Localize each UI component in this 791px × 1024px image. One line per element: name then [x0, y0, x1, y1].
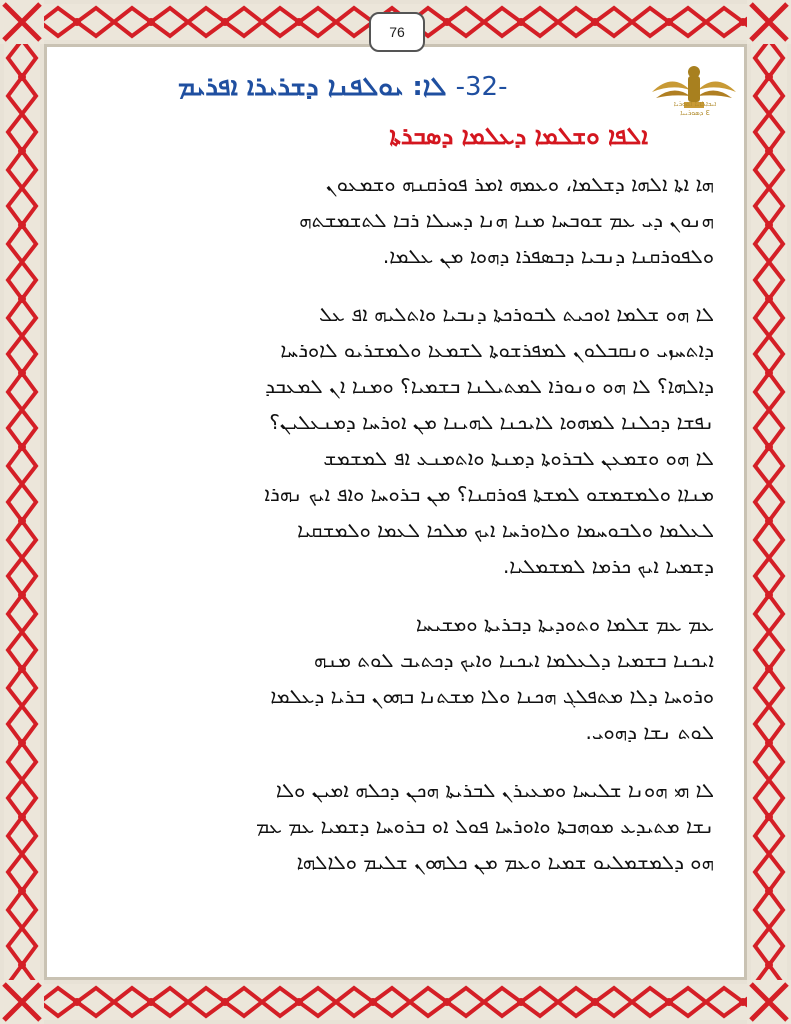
text-line: ܕܐܠܗܐ؟ ܠܐ ܗܘ ܘܢܘܪܐ ܠܡܬܝܠܢܐ ܒܫܡܝܐ؟ ܘܡܢܐ ܐܢ ܠܡܥܒܕ — [265, 374, 714, 398]
logo-caption-line: Ɛ ܕܣܘܪܝܝܐ — [680, 109, 710, 117]
body-text — [74, 166, 714, 902]
lesson-subtitle: ܐܠܦܐ ܘܫܠܡܐ ܕܥܠܡܐ ܕܣܒܪܬܐ — [389, 122, 648, 150]
winged-emblem-logo-icon — [650, 62, 738, 130]
logo-caption-line: ܐܝܟܐܠܐܝܐ ܐܬܘܪܝܐ — [673, 100, 717, 108]
paragraph — [74, 166, 714, 274]
text-line: ܕܐܬܚܙܝ ܘܢܩܒܠܘܢ ܠܡܦܪܫܘܬܐ ܠܫܡܥܐ ܘܠܡܫܪܝܘ ܠܐܘܪܚܐ — [280, 338, 714, 362]
border-corner-icon — [0, 0, 44, 44]
paragraph — [74, 606, 714, 750]
border-corner-icon — [747, 980, 791, 1024]
logo-caption — [648, 100, 742, 118]
text-line: ܗܐ ܐܬܐ ܐܠܗܐ ܕܫܠܡܐ، ܘܥܡܗ ܐܡܪ ܦܘܪܩܢܗ ܘܫܡܥܘܢ — [325, 172, 714, 196]
lesson-title — [178, 72, 628, 103]
text-line: ܘܪܘܚܐ ܕܠܐ ܡܬܦܠܓ ܗܟܢܐ ܘܠܐ ܡܫܬܢܐ ܒܗܘܢ ܒܪܝܐ ܕܥܠܡܐ — [270, 684, 714, 708]
border-ornament-left — [4, 40, 40, 984]
text-line: ܕܫܡܝܐ ܐܝܟ ܟܪܡܐ ܠܡܫܡܠܝܐ. — [502, 554, 714, 578]
border-corner-icon — [0, 980, 44, 1024]
paragraph — [74, 296, 714, 584]
text-line: ܠܐ ܗܘ ܘܫܡܥܢ ܠܒܪܘܬܐ ܕܡܢܬܐ ܘܐܬܡܢܥ ܐܦ ܠܡܫܡܫ — [323, 446, 714, 470]
paragraph — [74, 772, 714, 880]
text-line: ܢܫܐ ܡܬܝܕܥ ܡܘܗܒܬܐ ܘܐܘܪܚܐ ܦܘܠ ܐܘ ܒܪܘܚܐ ܕܫܡܝܐ ܥܡ ܥܡ — [255, 814, 714, 838]
text-line: ܗܢܘܢ ܕܝ ܥܡ ܫܘܒܚܐ ܡܢܐ ܗܢܐ ܕܚܝܠܐ ܪܒܐ ܠܬܫܡܫܬܗ — [299, 208, 714, 232]
text-line: ܗܘ ܕܠܡܫܡܠܝܘ ܫܡܝܐ ܘܥܡ ܡܢ ܟܠܗܘܢ ܫܠܝܡ ܘܠܐܠܗܐ — [296, 850, 714, 874]
text-line: ܐܝܟܢܐ ܒܫܡܝܐ ܕܠܥܠܡܐ ܐܝܟܢܐ ܘܐܝܟ ܕܟܬܝܒ ܠܘܬ ܡܢܗ — [313, 648, 714, 672]
lesson-number: -32- — [455, 72, 508, 102]
text-line: ܠܐ ܗܘ ܫܠܡܐ ܐܘܟܝܬ ܠܒܘܪܟܬܐ ܕܢܒܝܐ ܘܐܬܠܝܗ ܐܦ ܥܠ — [319, 302, 714, 326]
lesson-title-text: ܠܐ: ܝܘܠܦܢܐ ܕܫܪܝܪܐ ܐܦܪܝܡ — [178, 72, 447, 102]
border-ornament-right — [751, 40, 787, 984]
border-corner-icon — [747, 0, 791, 44]
text-line: ܥܡ ܥܡ ܫܠܡܐ ܘܬܘܕܝܬܐ ܕܒܪܝܬܐ ܘܡܫܝܚܐ — [415, 612, 714, 636]
text-line: ܢܦܫܐ ܕܟܠܢܐ ܠܡܗܘܐ ܠܐܝܟܢܐ ܠܗܝܢܐ ܡܢ ܐܘܪܚܐ ܕܡܢܥܠܝܢ؟ — [269, 410, 714, 434]
text-line: ܠܥܠܡܐ ܘܠܒܘܚܡܐ ܘܠܐܘܪܚܐ ܐܝܟ ܡܠܟܐ ܠܥܡܐ ܘܠܡܫܩܝܐ — [297, 518, 714, 542]
text-line: ܠܘܬ ܢܫܐ ܕܗܘܝ. — [585, 720, 714, 744]
text-line: ܡܢܐܐ ܘܠܡܫܡܫܘ ܠܡܫܬܐ ܦܘܪܩܢܐ؟ ܡܢ ܒܪܘܚܐ ܘܐܦ ܐܝܟ ܢܗܪܐ — [264, 482, 714, 506]
page-number: 76 — [369, 12, 425, 52]
text-line: ܘܠܦܘܪܩܢܐ ܕܢܒܝܐ ܕܒܣܦܪܐ ܕܗܘܐ ܡܢ ܥܠܡܐ. — [382, 244, 714, 268]
border-ornament-bottom — [40, 984, 751, 1020]
text-line: ܠܐ ܗܝ ܗܘܢܐ ܫܠܝܚܐ ܘܡܥܝܪܢ ܠܒܪܝܬܐ ܗܟܢ ܕܟܠܗ ܐܡܝܢ ܘܠܐ — [275, 778, 714, 802]
